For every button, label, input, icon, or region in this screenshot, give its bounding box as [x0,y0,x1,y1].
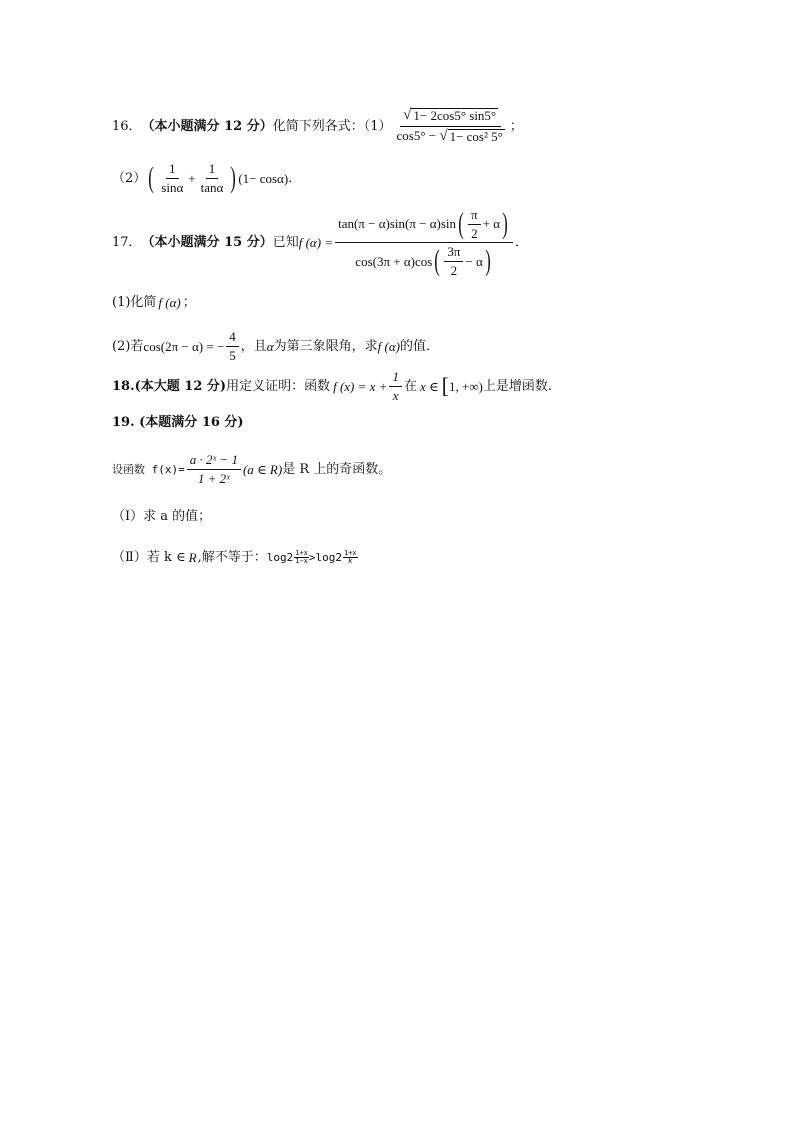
q16-line1 [112,108,523,145]
q19-setup: 设函数 f(x)= $\frac{\text{a · 2ˣ − 1}}{\text{1 + 2ˣ}}$ (a ∈ R) 是 R 上的奇函数。 [112,452,392,486]
q19-exp2: $\frac{1+x}{k}$ [343,549,357,565]
q18-func: f (x) = x + [333,378,388,394]
q17-score: （本小题满分 15 分） [141,235,273,251]
q17-part2-cos: cos(2π − α) = − [143,338,225,354]
q17-func: f (α) = [298,235,334,251]
q17-line1 [112,208,528,278]
q16-part2-tail: (1− cosα) [238,170,289,186]
q19-part2: （Ⅱ）若 k ∈ R ,解不等于： log 2 $\frac{1+x}{1-x}$ > log 2 $\frac{1+x}{k}$ [112,549,357,565]
q19-label: 19. (本题满分 16 分) [112,415,244,430]
q16-number: 16． [112,118,142,134]
q16-line2 [112,162,301,194]
q19-exp1: $\frac{1+x}{1-x}$ [295,549,308,565]
q17-intro: 已知 [272,235,299,251]
q16-sqrt-denominator: √ 1− cos² 5° [439,127,503,144]
q17-part1-func: f (α) [158,295,181,310]
q16-part2-expression: ( $\frac{1}{\sin\alpha}$ + $\frac{1}{\tan\alpha}$ ) [148,161,237,195]
q17-part2: (2)若 cos(2π − α) = − $\frac{4}{5}$ ，且 α 为第三象限角，求 f (α) 的值． [112,329,439,363]
q19-part1: （Ⅰ）求 a 的值； [112,509,212,524]
q18-label: 18.(本大题 12 分) [112,378,227,394]
q16-score: （本小题满分 12 分） [141,118,273,134]
q17-number: 17． [112,235,142,251]
q18-interval: 1, +∞) [448,378,483,394]
q16-end1: ； [509,118,523,134]
q17-part1: (1)化简 f (α) ； [112,295,196,310]
q16-part1-fraction: √ 1− 2cos5° sin5° cos5° − √ 1− cos² 5° [396,107,503,144]
q16-end2: ． [288,170,302,186]
q16-part2-label: （2） [112,170,147,186]
q18-line: 18.(本大题 12 分) 用定义证明：函数 f (x) = x + $\frac{1}{x}$ 在 x ∈ [ 1, +∞) 上是增函数. [112,369,553,403]
q17-main-fraction: tan(π − α)sin(π − α)sin ( $\frac{\pi}{2}$ + α ) cos(3π + α)cos ( $\frac{3\pi}{2}$ − α ) [335,208,513,278]
q17-part2-func: f (α) [377,338,400,354]
q16-intro: 化简下列各式：（1） [272,118,392,134]
q17-end: ． [515,235,529,251]
q17-part2-alpha: α [266,338,274,354]
q16-sqrt-numerator: √ 1− 2cos5° sin5° [403,107,497,123]
q18-left-bracket: [ [441,373,449,399]
